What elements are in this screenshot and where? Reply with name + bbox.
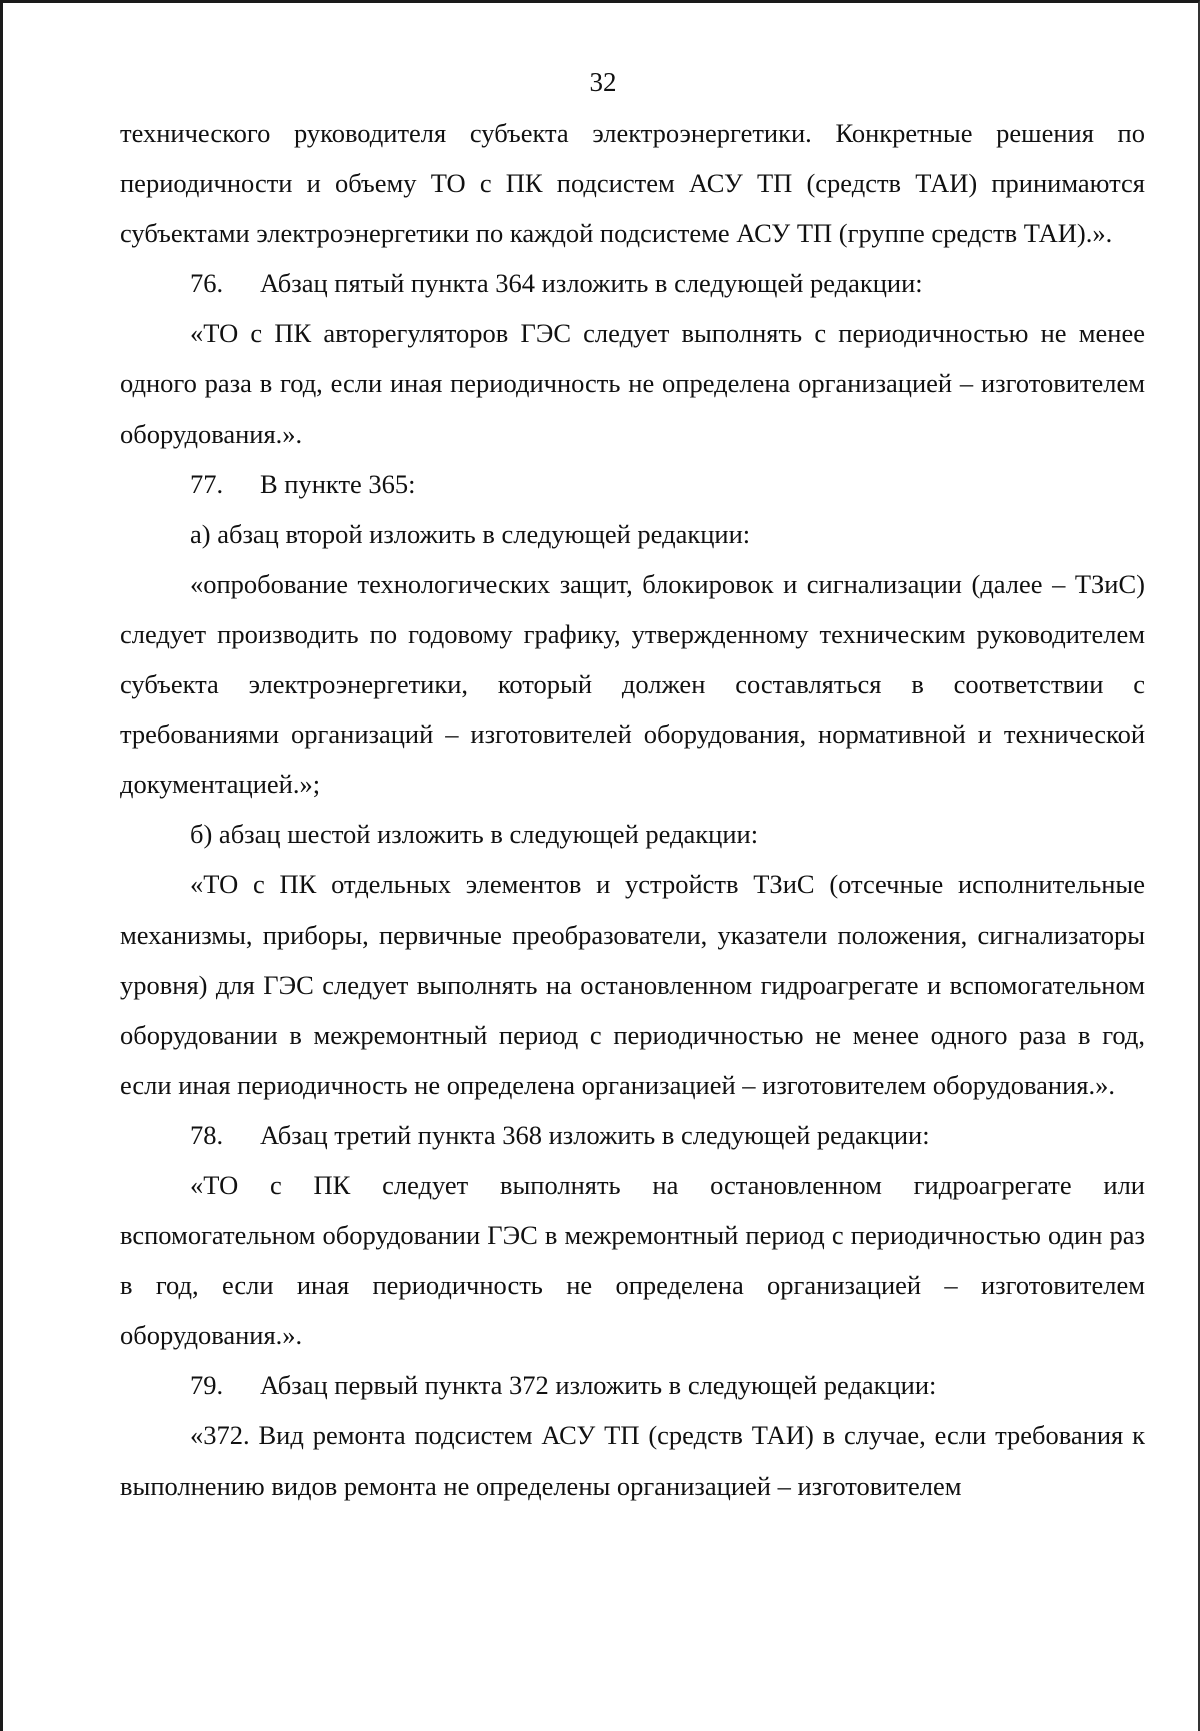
numbered-item xyxy=(120,459,1145,509)
numbered-item xyxy=(120,1110,1145,1160)
paragraph: «ТО с ПК отдельных элементов и устройств ТЗиС (отсечные исполнительные механизмы, приборы, первичные преобразователи, указатели положения, сигнализаторы уровня) для ГЭС следует выполнять на остановленном гидроагрегате и вспомогательном оборудовании в межремонтный период с периодичностью не менее одного раза в год, если иная периодичность не определена организацией – изготовителем оборудования.». xyxy=(120,869,1145,1100)
item-number: 77. xyxy=(190,468,224,499)
document-body xyxy=(120,108,1145,1511)
numbered-item xyxy=(120,1360,1145,1410)
paragraph: «ТО с ПК следует выполнять на остановленном гидроагрегате или вспомогательном оборудовании ГЭС в межремонтный период с периодичностью один раз в год, если иная периодичность не определена организацией – изготовителем оборудования.». xyxy=(120,1169,1145,1351)
item-text: Абзац первый пункта 372 изложить в следующей редакции: xyxy=(260,1370,937,1401)
numbered-item xyxy=(120,258,1145,308)
paragraph: технического руководителя субъекта электроэнергетики. Конкретные решения по периодичности и объему ТО с ПК подсистем АСУ ТП (средств ТАИ) принимаются субъектами электроэнергетики по каждой подсистеме АСУ ТП (группе средств ТАИ).». xyxy=(120,118,1145,249)
item-number: 76. xyxy=(190,268,224,299)
page-number: 32 xyxy=(589,67,617,97)
item-number: 78. xyxy=(190,1119,224,1150)
item-number: 79. xyxy=(190,1370,224,1401)
paragraph: б) абзац шестой изложить в следующей редакции: xyxy=(190,819,759,850)
item-text: В пункте 365: xyxy=(260,468,416,499)
paragraph: «ТО с ПК авторегуляторов ГЭС следует выполнять с периодичностью не менее одного раза в год, если иная периодичность не определена организацией – изготовителем оборудования.». xyxy=(120,318,1145,449)
paragraph: «опробование технологических защит, блокировок и сигнализации (далее – ТЗиС) следует производить по годовому графику, утвержденному техническим руководителем субъекта электроэнергетики, который должен составляться в соответствии с требованиями организаций – изготовителей оборудования, нормативной и технической документацией.»; xyxy=(120,568,1145,800)
paragraph: а) абзац второй изложить в следующей редакции: xyxy=(190,518,751,549)
item-text: Абзац третий пункта 368 изложить в следующей редакции: xyxy=(260,1119,930,1150)
paragraph: «372. Вид ремонта подсистем АСУ ТП (средств ТАИ) в случае, если требования к выполнению видов ремонта не определены организацией – изготовителем xyxy=(120,1420,1145,1501)
item-text: Абзац пятый пункта 364 изложить в следующей редакции: xyxy=(260,268,923,299)
